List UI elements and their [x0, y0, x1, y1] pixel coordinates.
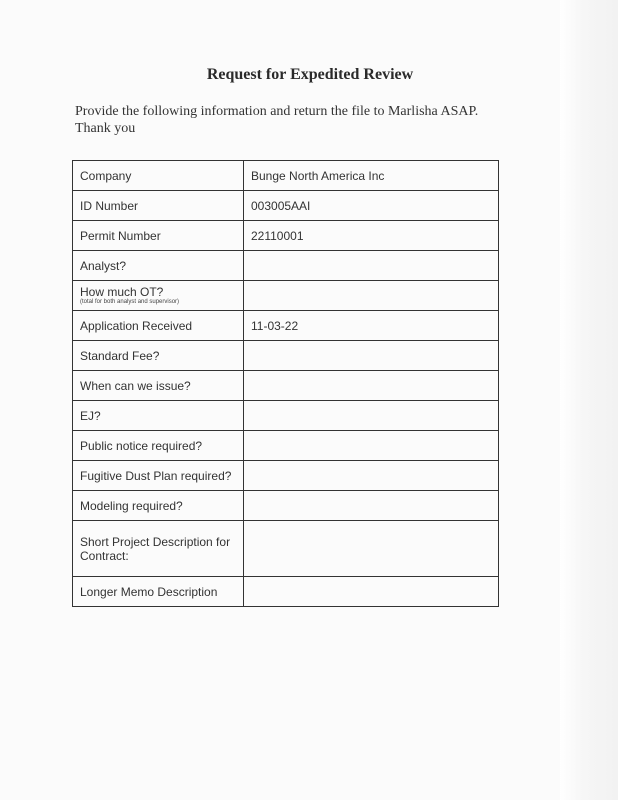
page-title: Request for Expedited Review	[206, 66, 414, 83]
row-value-modeling	[244, 491, 499, 521]
row-value-application-received: 11-03-22	[244, 311, 499, 341]
row-label-memo-description: Longer Memo Description	[73, 577, 244, 607]
intro-line-2: Thank you	[75, 121, 136, 136]
row-label-public-notice: Public notice required?	[73, 431, 244, 461]
table-row	[73, 311, 499, 341]
table-row	[73, 577, 499, 607]
row-label-standard-fee: Standard Fee?	[73, 341, 244, 371]
row-label-application-received: Application Received	[73, 311, 244, 341]
table-row	[73, 521, 499, 577]
row-label-issue-date: When can we issue?	[73, 371, 244, 401]
table-row	[73, 281, 499, 311]
table-row	[73, 491, 499, 521]
table-row	[73, 191, 499, 221]
row-value-standard-fee	[244, 341, 499, 371]
row-value-short-description	[244, 521, 499, 577]
row-value-overtime	[244, 281, 499, 311]
row-value-analyst	[244, 251, 499, 281]
row-value-permit-number: 22110001	[244, 221, 499, 251]
table-row	[73, 401, 499, 431]
table-row	[73, 371, 499, 401]
table-row	[73, 221, 499, 251]
overtime-sublabel: (total for both analyst and supervisor)	[80, 299, 180, 305]
row-label-short-description: Short Project Description for Contract:	[73, 521, 244, 577]
row-value-issue-date	[244, 371, 499, 401]
row-value-id-number: 003005AAI	[244, 191, 499, 221]
row-value-public-notice	[244, 431, 499, 461]
intro-text	[75, 103, 515, 137]
row-value-memo-description	[244, 577, 499, 607]
table-row	[73, 161, 499, 191]
row-label-modeling: Modeling required?	[73, 491, 244, 521]
overtime-label: How much OT?	[80, 285, 164, 299]
row-value-company: Bunge North America Inc	[244, 161, 499, 191]
row-label-overtime	[73, 281, 244, 311]
row-label-id-number: ID Number	[73, 191, 244, 221]
table-row	[73, 251, 499, 281]
row-label-company: Company	[73, 161, 244, 191]
row-label-fugitive-dust: Fugitive Dust Plan required?	[73, 461, 244, 491]
intro-line-1: Provide the following information and return the file to Marlisha ASAP.	[75, 104, 479, 119]
row-value-ej	[244, 401, 499, 431]
table-row	[73, 341, 499, 371]
row-label-permit-number: Permit Number	[73, 221, 244, 251]
request-form-table	[72, 160, 499, 607]
row-label-ej: EJ?	[73, 401, 244, 431]
table-row	[73, 431, 499, 461]
row-label-analyst: Analyst?	[73, 251, 244, 281]
scan-shadow	[560, 0, 618, 800]
table-row	[73, 461, 499, 491]
row-value-fugitive-dust	[244, 461, 499, 491]
